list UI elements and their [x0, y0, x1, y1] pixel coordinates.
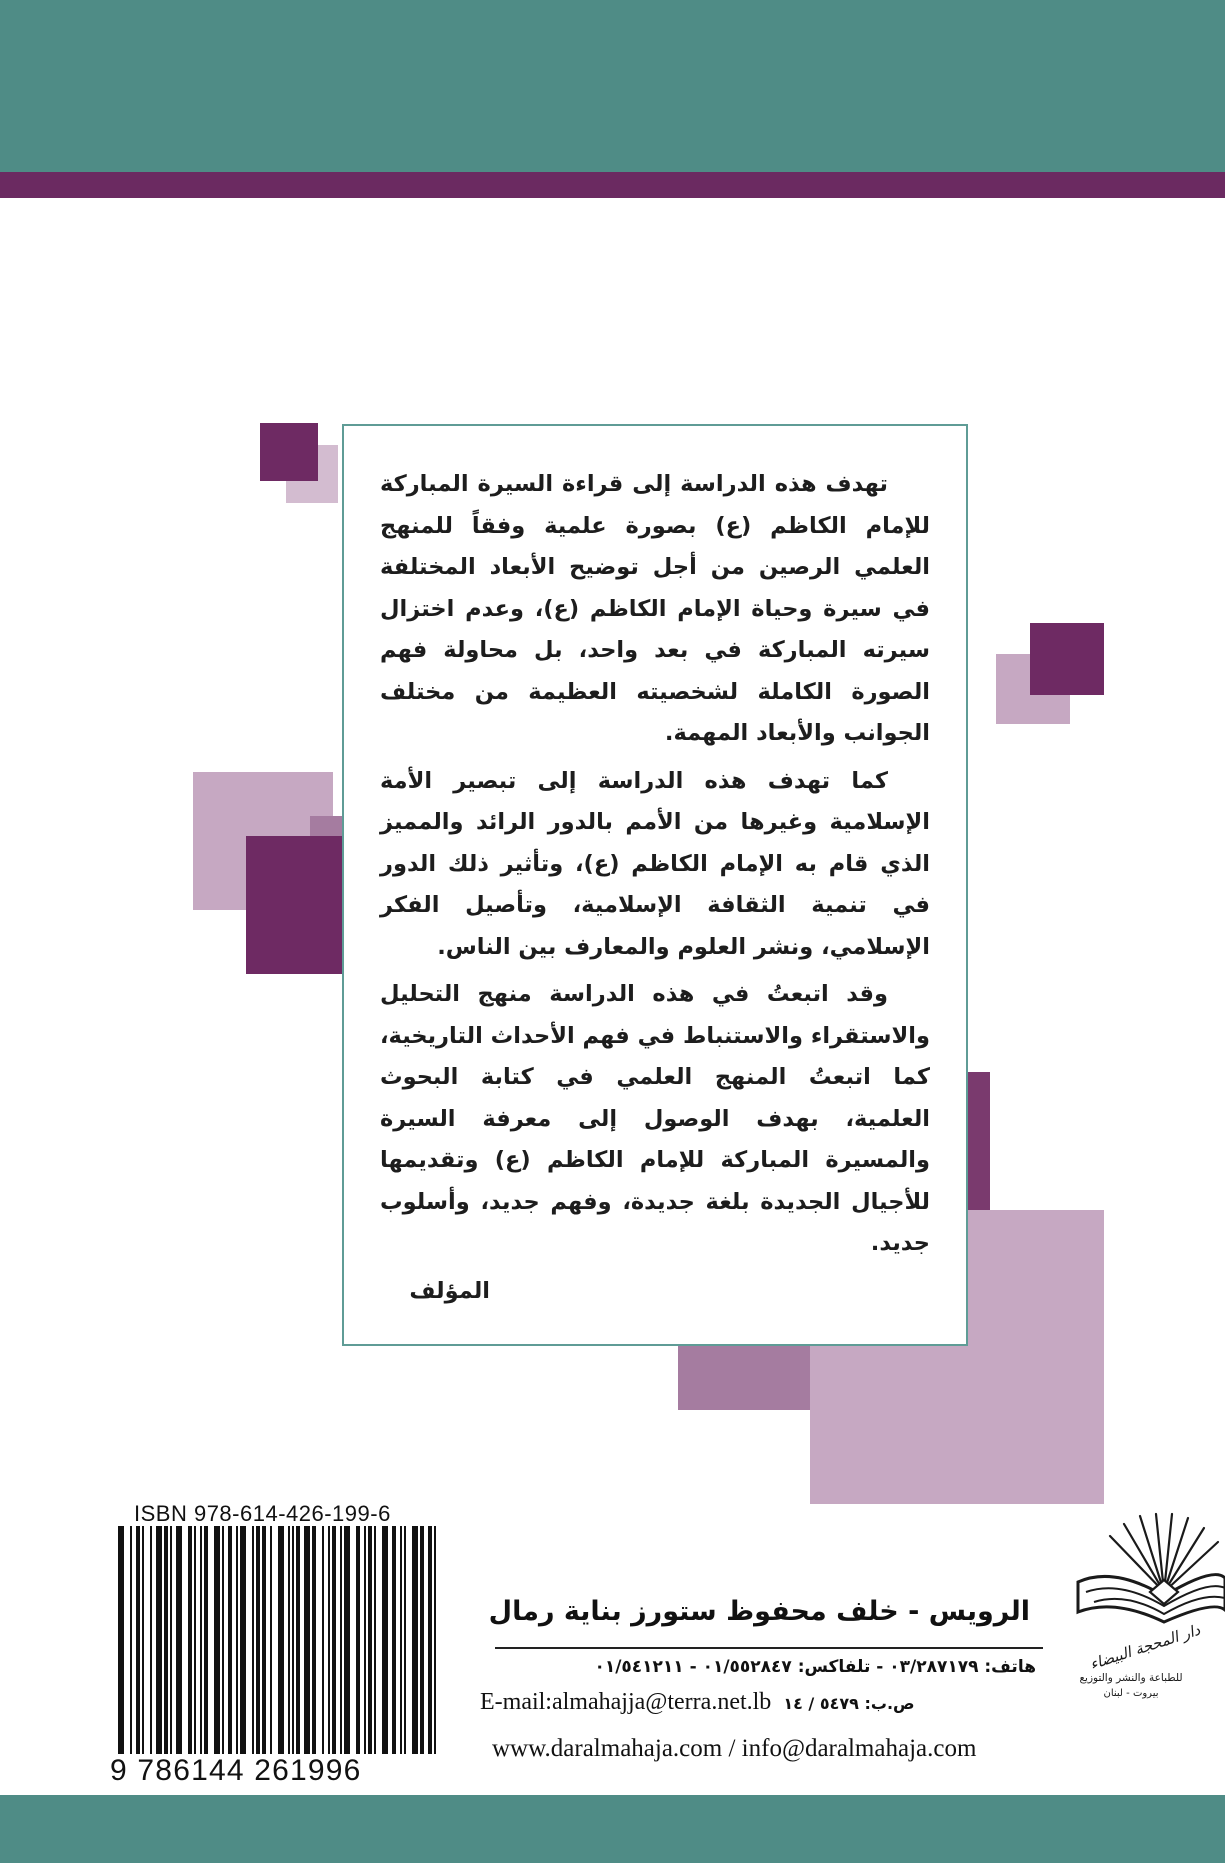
deco-square-left-dark: [246, 836, 342, 974]
blurb-paragraph-1: تهدف هذه الدراسة إلى قراءة السيرة المباركة للإمام الكاظم (ع) بصورة علمية وفقاً للمنهج العلمي الرصين من أجل توضيح الأبعاد المختلفة في سيرة وحياة الإمام الكاظم (ع)، وعدم اختزال سيرته المباركة في بعد واحد، بل محاولة فهم الصورة الكاملة لشخصيته العظيمة من مختلف الجوانب والأبعاد المهمة.: [380, 471, 930, 746]
publisher-email-line: [480, 1689, 1092, 1716]
publisher-email: E-mail:almahajja@terra.net.lb: [480, 1689, 772, 1715]
bottom-teal-band: [0, 1795, 1225, 1863]
publisher-pobox: ص.ب: ٥٤٧٩ / ١٤: [783, 1694, 915, 1713]
top-teal-band: [0, 0, 1225, 172]
isbn-label: ISBN 978-614-426-199-6: [134, 1501, 391, 1526]
publisher-location: بيروت - لبنان: [1103, 1688, 1159, 1699]
deco-square-topleft-dark: [260, 423, 318, 481]
barcode-graphic: [116, 1526, 442, 1772]
address-divider: [495, 1647, 1043, 1649]
author-signature: المؤلف: [409, 1277, 490, 1304]
publisher-web: www.daralmahaja.com / info@daralmahaja.com: [492, 1735, 977, 1762]
publisher-address: الرويس - خلف محفوظ ستورز بناية رمال: [488, 1596, 1030, 1627]
publisher-subtitle: للطباعة والنشر والتوزيع: [1079, 1672, 1183, 1684]
publisher-logo: [1064, 1512, 1225, 1712]
barcode-digits: 9 786144 261996: [110, 1754, 440, 1788]
publisher-phones: هاتف: ٠٣/٢٨٧١٧٩ - تلفاكس: ٠١/٥٥٢٨٤٧ - ٠١/٥٤١٢١١: [594, 1657, 1036, 1677]
blurb-paragraph-3: وقد اتبعتُ في هذه الدراسة منهج التحليل والاستقراء والاستنباط في فهم الأحداث التاريخية، كما اتبعتُ المنهج العلمي في كتابة البحوث العلمية، بهدف الوصول إلى معرفة السيرة والمسيرة المباركة للإمام الكاظم (ع) وتقديمها للأجيال الجديدة بلغة جديدة، وفهم جديد، وأسلوب جديد.: [380, 981, 930, 1256]
blurb-box: [342, 424, 968, 1346]
top-purple-stripe: [0, 172, 1225, 198]
publisher-name: دار المحجة البيضاء: [1087, 1620, 1203, 1674]
blurb-paragraph-2: كما تهدف هذه الدراسة إلى تبصير الأمة الإسلامية وغيرها من الأمم بالدور الرائد والمميز الذي قام به الإمام الكاظم (ع)، وتأثير ذلك الدور في تنمية الثقافة الإسلامية، وتأصيل الفكر الإسلامي، ونشر العلوم والمعارف بين الناس.: [380, 767, 930, 960]
deco-square-right-dark: [1030, 623, 1104, 695]
